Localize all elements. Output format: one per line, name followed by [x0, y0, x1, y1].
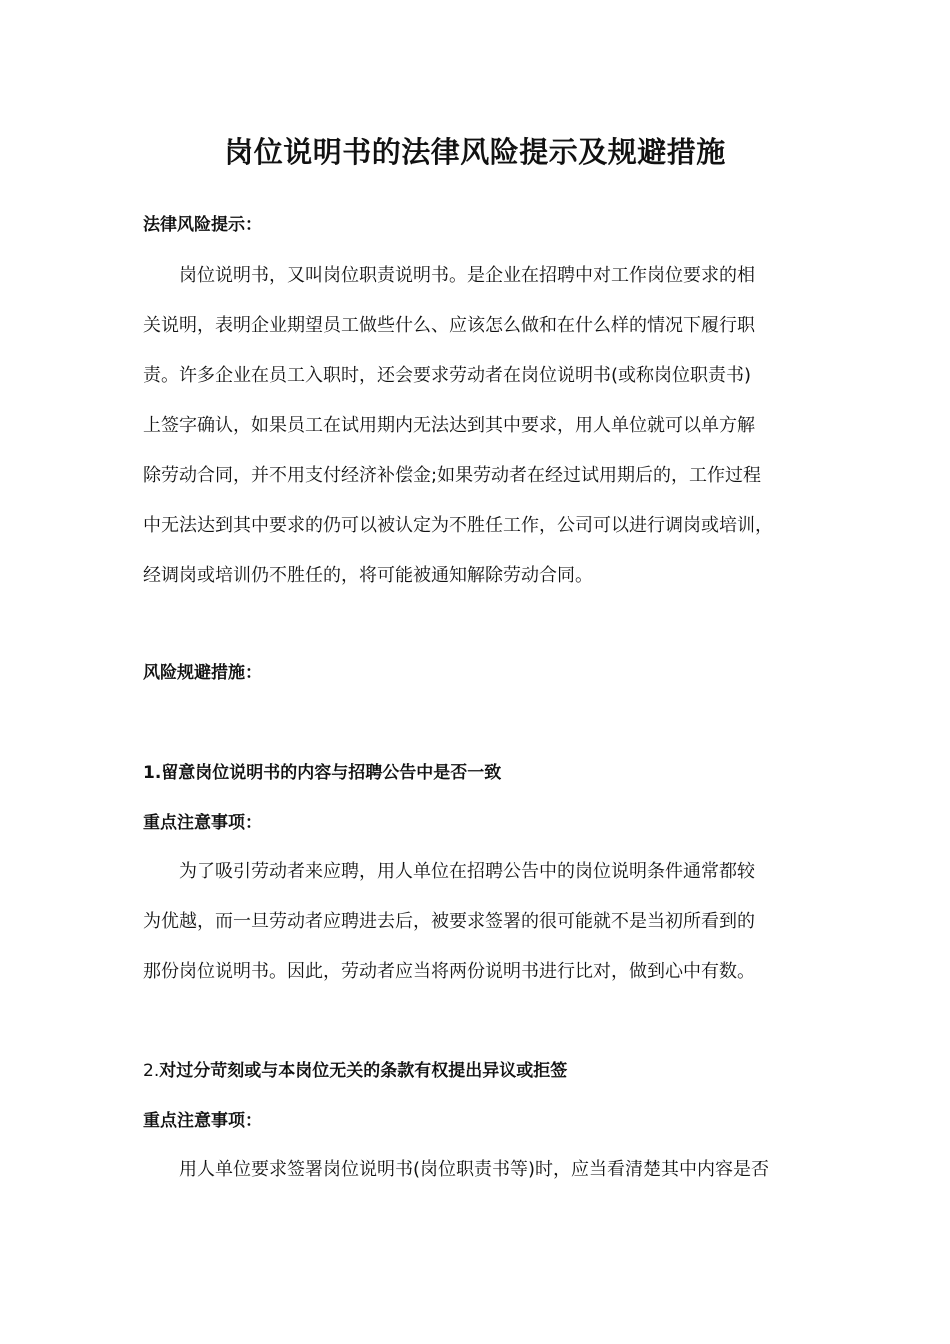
paragraph-line: 岗位说明书，又叫岗位职责说明书。是企业在招聘中对工作岗位要求的相: [143, 265, 755, 286]
document-title: 岗位说明书的法律风险提示及规避措施: [224, 135, 726, 169]
risk-paragraph: [143, 251, 823, 601]
section-2-title: 对过分苛刻或与本岗位无关的条款有权提出异议或拒签: [159, 1061, 568, 1081]
section-2-paragraph: [143, 1145, 823, 1195]
measures-heading: 风险规避措施：: [143, 663, 262, 683]
section-2-heading: [143, 1058, 567, 1084]
paragraph-line: 责。许多企业在员工入职时，还会要求劳动者在岗位说明书(或称岗位职责书): [143, 365, 752, 386]
paragraph-line: 除劳动合同，并不用支付经济补偿金;如果劳动者在经过试用期后的，工作过程: [143, 465, 762, 486]
risk-heading: 法律风险提示：: [143, 215, 262, 235]
paragraph-line: 那份岗位说明书。因此，劳动者应当将两份说明书进行比对，做到心中有数。: [143, 961, 755, 982]
section-1-note-heading: 重点注意事项：: [143, 813, 262, 833]
paragraph-line: 为优越，而一旦劳动者应聘进去后，被要求签署的很可能就不是当初所看到的: [143, 911, 755, 932]
paragraph-line: 用人单位要求签署岗位说明书(岗位职责书等)时，应当看清楚其中内容是否: [143, 1159, 770, 1180]
section-2-note-heading: 重点注意事项：: [143, 1111, 262, 1131]
paragraph-line: 中无法达到其中要求的仍可以被认定为不胜任工作，公司可以进行调岗或培训，: [143, 515, 773, 536]
paragraph-line: 为了吸引劳动者来应聘，用人单位在招聘公告中的岗位说明条件通常都较: [143, 861, 755, 882]
section-1-heading: [143, 760, 501, 786]
paragraph-line: 经调岗或培训仍不胜任的，将可能被通知解除劳动合同。: [143, 565, 593, 586]
section-1-paragraph: [143, 847, 823, 997]
paragraph-line: 关说明，表明企业期望员工做些什么、应该怎么做和在什么样的情况下履行职: [143, 315, 755, 336]
paragraph-line: 上签字确认，如果员工在试用期内无法达到其中要求，用人单位就可以单方解: [143, 415, 755, 436]
section-2-number: 2.: [143, 1061, 160, 1081]
section-1-title: 留意岗位说明书的内容与招聘公告中是否一致: [161, 763, 502, 783]
section-1-number: 1.: [143, 763, 162, 783]
